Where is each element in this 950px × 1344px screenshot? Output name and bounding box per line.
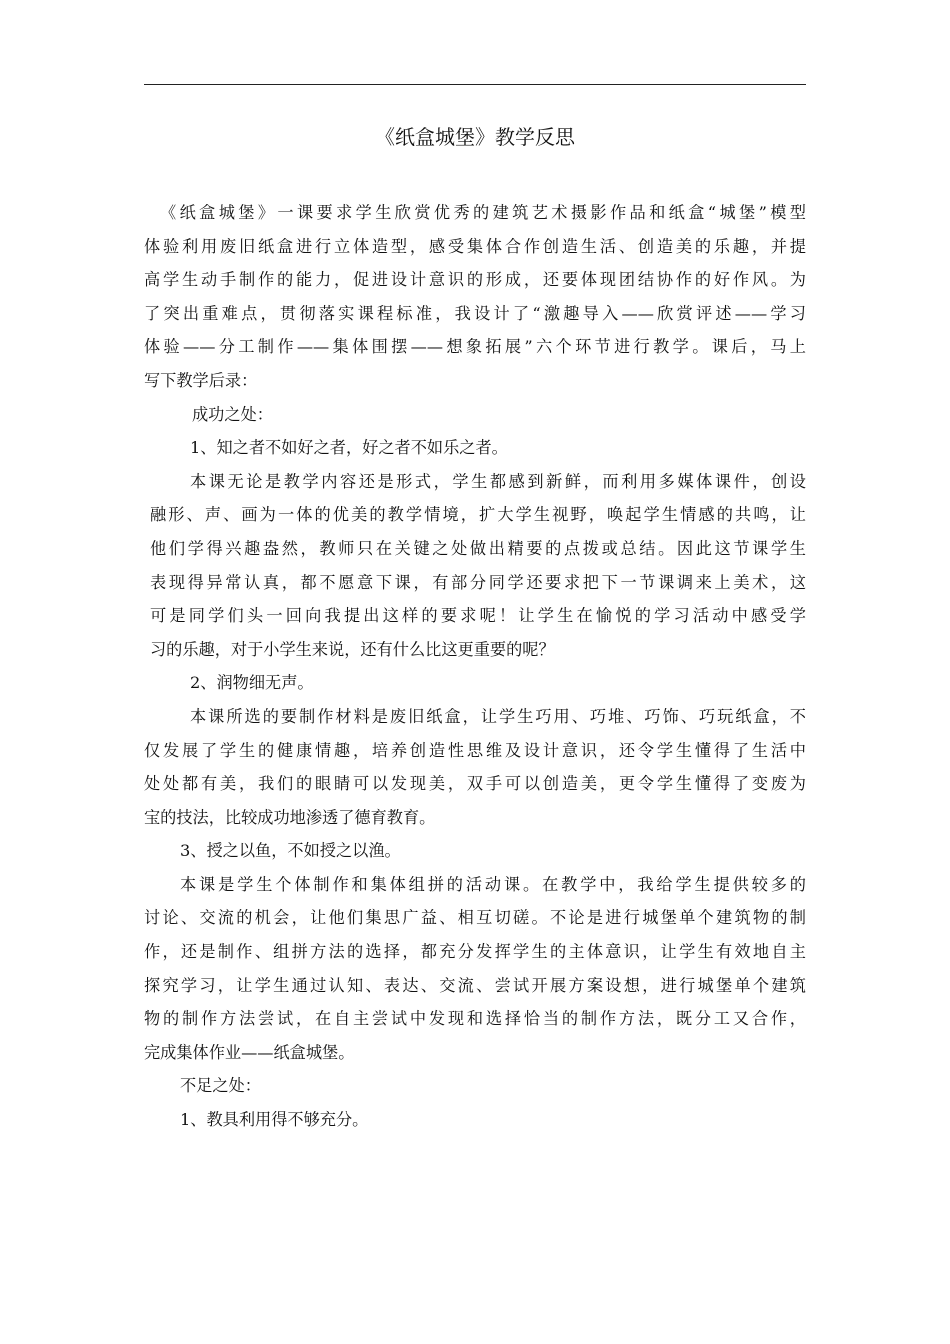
section-heading-shortcomings: 不足之处： bbox=[180, 1076, 261, 1096]
text-line: 可是同学们头一回向我提出这样的要求呢！让学生在愉悦的学习活动中感受学 bbox=[150, 606, 806, 626]
text-line: 他们学得兴趣盎然，教师只在关键之处做出精要的点拨或总结。因此这节课学生 bbox=[150, 538, 806, 558]
text-line: 体验——分工制作——集体围摆——想象拓展”六个环节进行教学。课后，马上 bbox=[144, 337, 806, 357]
text-line: 习的乐趣，对于小学生来说，还有什么比这更重要的呢？ bbox=[150, 639, 555, 659]
text-line: 仅发展了学生的健康情趣，培养创造性思维及设计意识，还令学生懂得了生活中 bbox=[144, 740, 806, 760]
text-line: 处处都有美，我们的眼睛可以发现美，双手可以创造美，更令学生懂得了变废为 bbox=[144, 774, 806, 794]
subheading-1: 1、知之者不如好之者，好之者不如乐之者。 bbox=[190, 438, 508, 458]
text-line: 探究学习，让学生通过认知、表达、交流、尝试开展方案设想，进行城堡单个建筑 bbox=[144, 975, 806, 995]
subheading-2: 2、润物细无声。 bbox=[190, 673, 314, 693]
text-line: 《纸盒城堡》一课要求学生欣赏优秀的建筑艺术摄影作品和纸盒“城堡”模型 bbox=[160, 203, 806, 222]
text-line: 宝的技法，比较成功地渗透了德育教育。 bbox=[144, 807, 436, 827]
text-line: 了突出重难点，贯彻落实课程标准，我设计了“激趣导入——欣赏评述——学习 bbox=[144, 303, 806, 323]
section-heading-success: 成功之处： bbox=[192, 404, 273, 424]
text-line: 本课是学生个体制作和集体组拼的活动课。在教学中，我给学生提供较多的 bbox=[180, 874, 806, 894]
document-title: 《纸盒城堡》教学反思 bbox=[375, 125, 575, 149]
text-line: 物的制作方法尝试，在自主尝试中发现和选择恰当的制作方法，既分工又合作， bbox=[144, 1009, 806, 1029]
text-line: 本课无论是教学内容还是形式，学生都感到新鲜，而利用多媒体课件，创设 bbox=[190, 471, 806, 491]
text-line: 本课所选的要制作材料是废旧纸盒，让学生巧用、巧堆、巧饰、巧玩纸盒，不 bbox=[190, 706, 806, 726]
text-line: 表现得异常认真，都不愿意下课，有部分同学还要求把下一节课调来上美术，这 bbox=[150, 572, 806, 592]
header-rule bbox=[144, 84, 806, 85]
text-line: 讨论、交流的机会，让他们集思广益、相互切磋。不论是进行城堡单个建筑物的制 bbox=[144, 908, 806, 928]
subheading-3: 3、授之以鱼，不如授之以渔。 bbox=[180, 841, 401, 861]
text-line: 高学生动手制作的能力，促进设计意识的形成，还要体现团结协作的好作风。为 bbox=[144, 270, 806, 290]
text-line: 完成集体作业——纸盒城堡。 bbox=[144, 1042, 355, 1062]
text-line: 作，还是制作、组拼方法的选择，都充分发挥学生的主体意识，让学生有效地自主 bbox=[144, 942, 806, 962]
subheading-shortcoming-1: 1、教具利用得不够充分。 bbox=[180, 1110, 369, 1130]
text-line: 写下教学后录： bbox=[144, 370, 258, 390]
text-line: 体验利用废旧纸盒进行立体造型，感受集体合作创造生活、创造美的乐趣，并提 bbox=[144, 236, 806, 256]
document-body bbox=[144, 196, 806, 1137]
text-line: 融形、声、画为一体的优美的教学情境，扩大学生视野，唤起学生情感的共鸣，让 bbox=[150, 505, 806, 525]
